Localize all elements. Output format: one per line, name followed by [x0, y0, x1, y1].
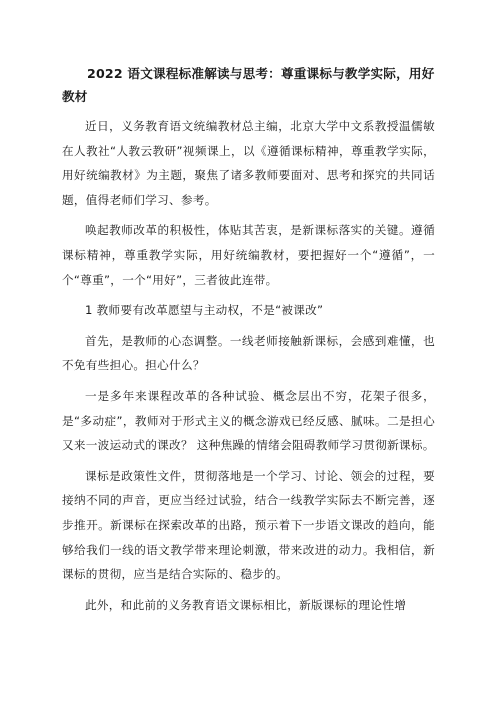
document-page — [62, 62, 435, 623]
paragraph-intro: 近日，义务教育语文统编教材总主编，北京大学中文系教授温儒敏在人教社“人教云教研”视频课上，以《遵循课标精神，尊重教学实际，用好统编教材》为主题，聚焦了诸多教师要面对、思考和探究的共同话题，值得老师们学习、参考。 — [62, 119, 435, 207]
article-title: 2022 语文课程标准解读与思考：尊重课标与教学实际，用好教材 — [62, 66, 435, 104]
paragraph-teacher-mindset: 首先，是教师的心态调整。一线老师接触新课标，会感到难懂，也不免有些担心。担心什么？ — [62, 333, 435, 373]
paragraph-policy: 课标是政策性文件，贯彻落地是一个学习、讨论、领会的过程，要接纳不同的声音，更应当经过试验，结合一线教学实际去不断完善，逐步推开。新课标在探索改革的出路，预示着下一步语文课改的趋向，能够给我们一线的语文教学带来理论刺激，带来改进的动力。我相信，新课标的贯彻，应当是结合实际的、稳步的。 — [62, 468, 435, 582]
paragraph-key-points: 唤起教师改革的积极性，体贴其苦衷，是新课标落实的关键。遵循课标精神，尊重教学实际，用好统编教材，要把握好一个“遵循”，一个“尊重”，一个“用好”，三者彼此连带。 — [62, 223, 435, 287]
paragraph-comparison: 此外，和此前的义务教育语文课标相比，新版课标的理论性增 — [85, 597, 407, 612]
paragraph-concerns: 一是多年来课程改革的各种试验、概念层出不穷，花架子很多，是“多动症”，教师对于形式主义的概念游戏已经反感、腻味。二是担心又来一波运动式的课改？ 这种焦躁的情绪会阻碍教师学习贯彻新课标。 — [62, 388, 435, 453]
section-heading-1: 1 教师要有改革愿望与主动权，不是“被课改” — [85, 303, 324, 318]
